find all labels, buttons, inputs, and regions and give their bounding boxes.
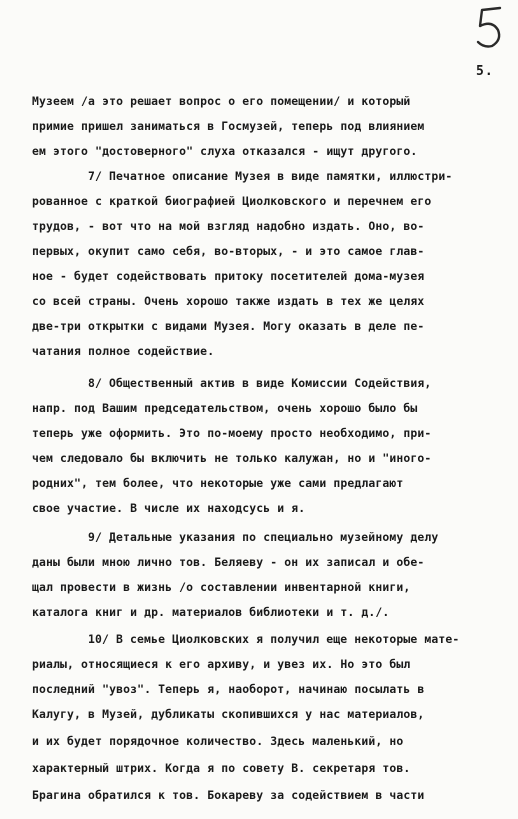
text-line: Калугу, в Музей, дубликаты скопившихся у нас материалов, xyxy=(32,707,425,721)
page-number: 5. xyxy=(476,64,494,79)
text-line: ем этого "достоверного" слуха отказался - ищут другого. xyxy=(32,144,418,158)
text-line: и их будет порядочное количество. Здесь маленький, но xyxy=(32,734,404,748)
text-line: 9/ Детальные указания по специально музейному делу xyxy=(88,530,439,544)
text-line: Брагина обратился к тов. Бокареву за содействием в части xyxy=(32,788,425,802)
text-line: трудов, - вот что на мой взгляд надобно издать. Оно, во- xyxy=(32,219,425,233)
text-line: две-три открытки с видами Музея. Могу оказать в деле пе- xyxy=(32,319,425,333)
text-line: ное - будет содействовать притоку посетителей дома-музея xyxy=(32,269,425,283)
text-line: характерный штрих. Когда я по совету В. секретаря тов. xyxy=(32,761,411,775)
text-line: теперь уже оформить. Это по-моему просто необходимо, при- xyxy=(32,426,432,440)
text-line: Музеем /а это решает вопрос о его помещении/ и который xyxy=(32,94,411,108)
text-line: 8/ Общественный актив в виде Комиссии Содействия, xyxy=(88,376,432,390)
text-line: чатания полное содействие. xyxy=(32,344,215,358)
handwritten-page-number xyxy=(470,4,510,50)
text-line: первых, окупит само себя, во-вторых, - и это самое глав- xyxy=(32,244,425,258)
text-line: 7/ Печатное описание Музея в виде памятки, иллюстри- xyxy=(88,169,453,183)
text-line: родних", тем более, что некоторые уже сами предлагают xyxy=(32,476,404,490)
text-line: риалы, относящиеся к его архиву, и увез их. Но это был xyxy=(32,657,411,671)
text-line: примие пришел заниматься в Госмузей, теперь под влиянием xyxy=(32,119,425,133)
text-line: щал провести в жизнь /о составлении инвентарной книги, xyxy=(32,580,411,594)
text-line: каталога книг и др. материалов библиотеки и т. д./. xyxy=(32,605,390,619)
text-line: последний "увоз". Теперь я, наоборот, начинаю посылать в xyxy=(32,682,425,696)
text-line: рованное с краткой биографией Циолковского и перечнем его xyxy=(32,194,432,208)
text-line: со всей страны. Очень хорошо также издать в тех же целях xyxy=(32,294,425,308)
text-line: даны были мною лично тов. Беляеву - он их записал и обе- xyxy=(32,555,425,569)
text-line: свое участие. В числе их находсусь и я. xyxy=(32,501,306,515)
text-line: напр. под Вашим председательством, очень хорошо было бы xyxy=(32,401,418,415)
text-line: 10/ В семье Циолковских я получил еще некоторые мате- xyxy=(88,632,460,646)
text-line: чем следовало бы включить не только калужан, но и "иного- xyxy=(32,451,432,465)
